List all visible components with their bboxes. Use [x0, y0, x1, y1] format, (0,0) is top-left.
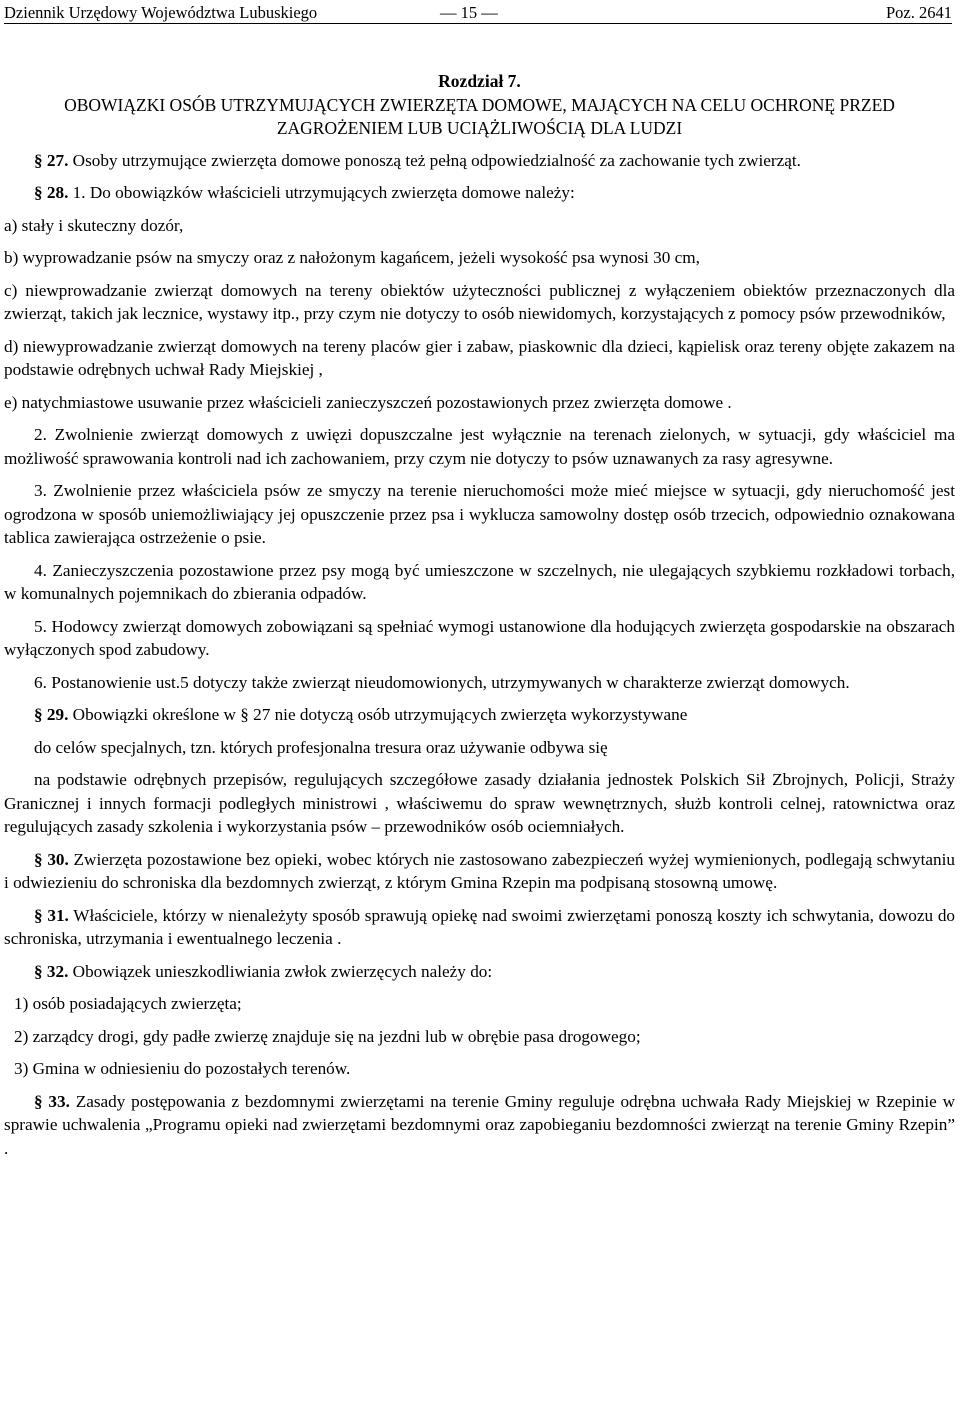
paragraph-33: [4, 1090, 955, 1161]
list-item-c: c) niewprowadzanie zwierząt domowych na tereny obiektów użyteczności publicznej z wyłączeniem obiektów przeznaczonych dla zwierząt, takich jak lecznice, wystawy itp., przy czym nie dotyczy to osób niewidomych, korzystających z pomocy psów przewodników,: [4, 280, 955, 323]
paragraph-30-text: Zwierzęta pozostawione bez opieki, wobec których nie zastosowano zabezpieczeń wyżej wymienionych, podlegają schwytaniu i odwiezieniu do schroniska dla bezdomnych zwierząt, z którym Gmina Rzepin ma podpisaną stosowną umowę.: [4, 849, 955, 892]
paragraph-33-number: 33.: [48, 1091, 70, 1111]
position-number: Poz. 2641: [886, 3, 952, 22]
paragraph-28-section-2: 2. Zwolnienie zwierząt domowych z uwięzi dopuszczalne jest wyłącznie na terenach zielonych, w sytuacji, gdy właściciel ma możliwość sprawowania kontroli nad ich zachowaniem, przy czym nie dotyczy to psów uznawanych za rasy agresywne.: [4, 425, 955, 468]
paragraph-28-number: § 28.: [34, 183, 69, 202]
paragraph-32-intro: [4, 960, 955, 984]
section-sign: §: [34, 849, 43, 869]
journal-name: Dziennik Urzędowy Województwa Lubuskiego: [4, 3, 318, 22]
document-body: [4, 70, 955, 1160]
section-sign: §: [34, 705, 43, 724]
paragraph-32-number: 32.: [46, 961, 69, 981]
list-item-d: d) niewyprowadzanie zwierząt domowych na tereny placów gier i zabaw, piaskownic dla dzieci, kąpielisk oraz tereny objęte zakazem na podstawie odrębnych uchwał Rady Miejskiej ,: [4, 336, 955, 379]
list-item-a: a) stały i skuteczny dozór,: [4, 215, 184, 235]
paragraph-31-number: 31.: [47, 905, 69, 925]
chapter-number: Rozdział 7.: [438, 71, 521, 91]
paragraph-28-intro: [4, 181, 955, 205]
paragraph-32-text: Obowiązek unieszkodliwiania zwłok zwierzęcych należy do:: [72, 961, 493, 981]
list-item-2: 2) zarządcy drogi, gdy padłe zwierzę znajduje się na jezdni lub w obrębie pasa drogowego;: [14, 1026, 641, 1046]
page-number: — 15 —: [440, 3, 498, 22]
paragraph-29-line-3: na podstawie odrębnych przepisów, regulujących szczegółowe zasady działania jednostek Polskich Sił Zbrojnych, Policji, Straży Granicznej i innych formacji podległych ministrowi , właściwemu do spraw wewnętrznych, służb kontroli celnej, ratownictwa oraz regulujących zasady szkolenia i wykorzystania psów – przewodników osób ociemniałych.: [4, 770, 955, 836]
chapter-title: OBOWIĄZKI OSÓB UTRZYMUJĄCYCH ZWIERZĘTA DOMOWE, MAJĄCYCH NA CELU OCHRONĘ PRZED ZAGROŻENIEM LUB UCIĄŻLIWOŚCIĄ DLA LUDZI: [64, 94, 895, 138]
section-sign: §: [34, 961, 43, 981]
paragraph-29-line-2: do celów specjalnych, tzn. których profesjonalna tresura oraz używanie odbywa się: [34, 737, 608, 757]
paragraph-28-section-5: 5. Hodowcy zwierząt domowych zobowiązani są spełniać wymogi ustanowione dla hodujących zwierzęta gospodarskie na obszarach wyłączonych spod zabudowy.: [4, 616, 955, 659]
section-sign: §: [34, 1091, 43, 1111]
paragraph-27-text: Osoby utrzymujące zwierzęta domowe ponoszą też pełną odpowiedzialność za zachowanie tych zwierząt.: [72, 150, 801, 170]
list-item-1: 1) osób posiadających zwierzęta;: [14, 994, 242, 1013]
list-item-b: b) wyprowadzanie psów na smyczy oraz z nałożonym kagańcem, jeżeli wysokość psa wynosi 30 cm,: [4, 248, 700, 267]
paragraph-28-section-4: 4. Zanieczyszczenia pozostawione przez psy mogą być umieszczone w szczelnych, nie ulegających szybkiemu rozkładowi torbach, w komunalnych pojemnikach do zbierania odpadów.: [4, 560, 955, 603]
paragraph-29-text-1: Obowiązki określone w § 27 nie dotyczą osób utrzymujących zwierzęta wykorzystywane: [72, 705, 688, 724]
paragraph-27-number: § 27.: [34, 150, 69, 170]
paragraph-28-section-6: 6. Postanowienie ust.5 dotyczy także zwierząt nieudomowionych, utrzymywanych w charakterze zwierząt domowych.: [34, 672, 850, 692]
paragraph-33-text: Zasady postępowania z bezdomnymi zwierzętami na terenie Gminy reguluje odrębna uchwała Rady Miejskiej w Rzepinie w sprawie uchwalenia „Programu opieki nad zwierzętami bezdomnymi oraz zapobieganiu bezdomności zwierząt na terenie Gminy Rzepin” .: [4, 1091, 956, 1158]
paragraph-29-number: 29.: [46, 705, 69, 724]
page-header: [4, 1, 952, 21]
paragraph-30: [4, 848, 955, 895]
section-sign: §: [34, 905, 43, 925]
paragraph-28-intro-text: Do obowiązków właścicieli utrzymujących zwierzęta domowe należy:: [89, 183, 575, 202]
paragraph-30-number: 30.: [47, 849, 69, 869]
list-item-e: e) natychmiastowe usuwanie przez właścicieli zanieczyszczeń pozostawionych przez zwierzęta domowe .: [4, 392, 732, 412]
paragraph-28-section-3: 3. Zwolnienie przez właściciela psów ze smyczy na terenie nieruchomości może mieć miejsce w sytuacji, gdy nieruchomość jest ogrodzona w sposób uniemożliwiający jej opuszczenie przez psa i wyklucza samowolny dostęp osób trzecich, odpowiednio oznakowana tablica zawierająca ostrzeżenie o psie.: [4, 481, 955, 547]
paragraph-31-text: Właściciele, którzy w nienależyty sposób sprawują opiekę nad swoimi zwierzętami ponoszą koszty ich schwytania, dowozu do schroniska, utrzymania i ewentualnego leczenia .: [4, 905, 956, 948]
header-divider: [4, 23, 952, 24]
paragraph-31: [4, 904, 955, 951]
paragraph-29-line-1: [4, 703, 955, 727]
paragraph-28-sub-number: 1.: [72, 183, 86, 202]
list-item-3: 3) Gmina w odniesieniu do pozostałych terenów.: [14, 1059, 351, 1078]
paragraph-27: [4, 149, 955, 173]
